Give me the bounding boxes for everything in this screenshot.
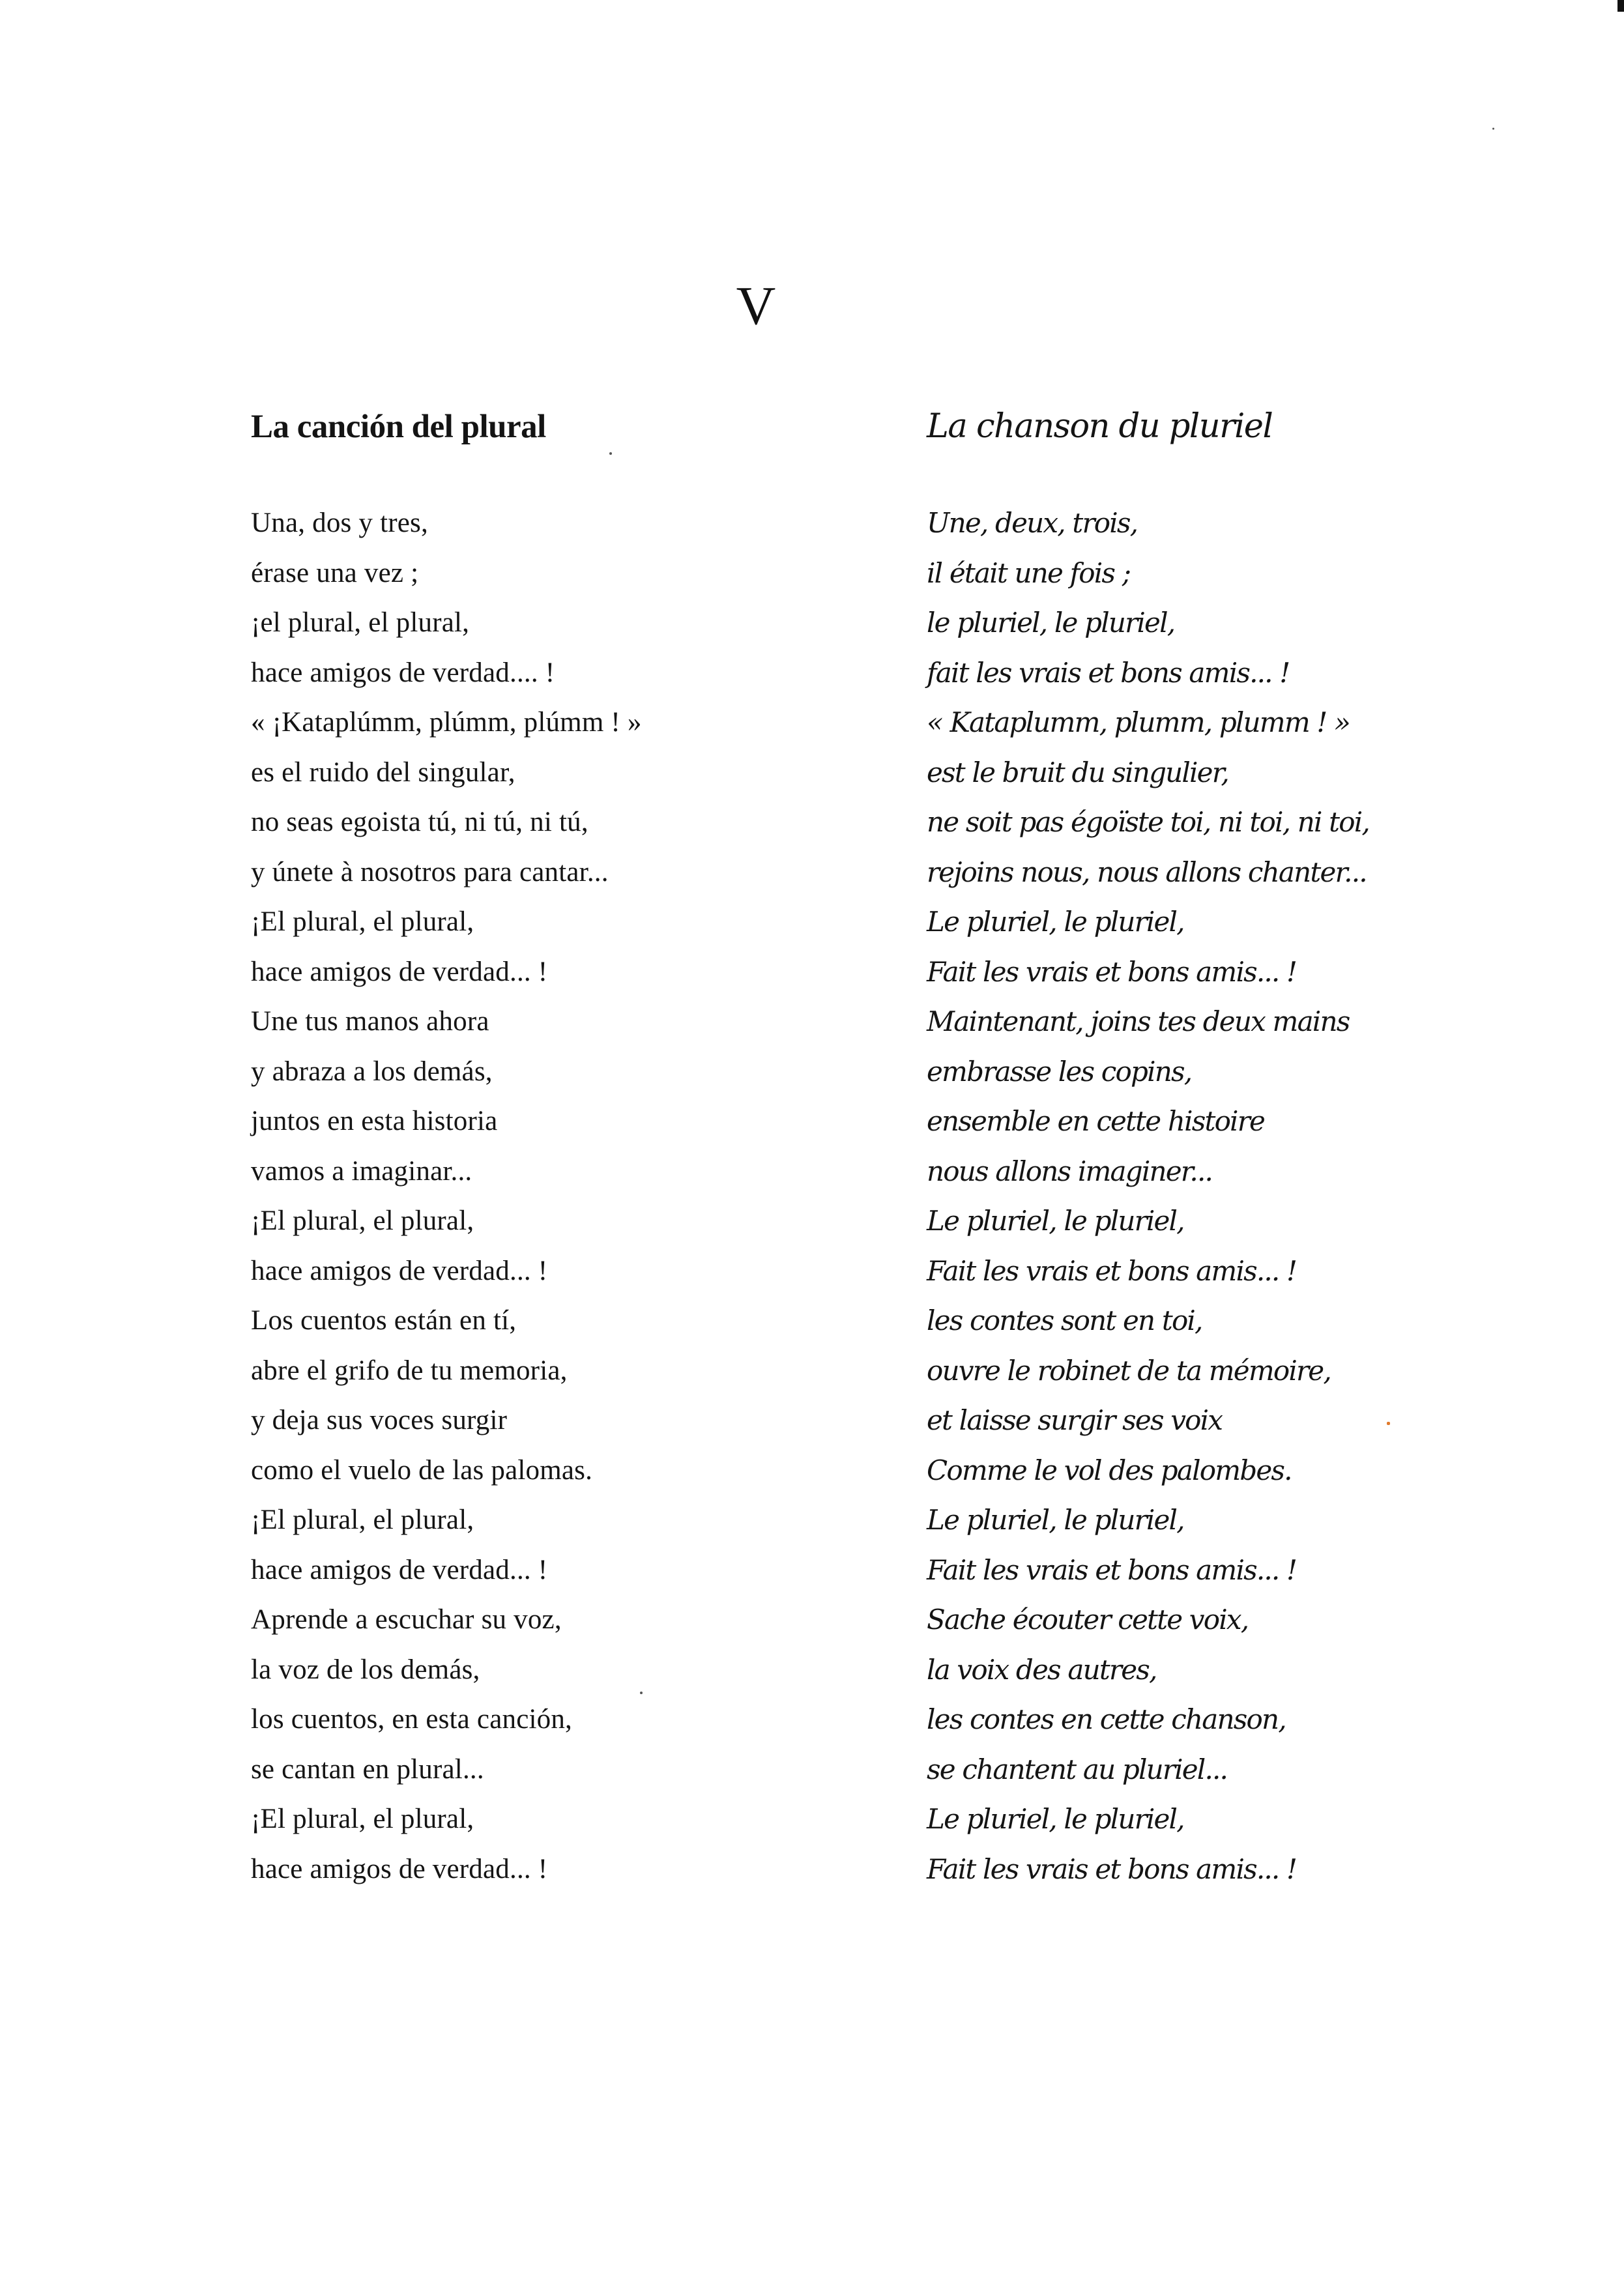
lyric-line: Una, dos y tres,	[251, 508, 428, 538]
scan-speck	[1492, 128, 1494, 130]
lyric-line: Une tus manos ahora	[251, 1006, 489, 1037]
lyric-line: ouvre le robinet de ta mémoire,	[927, 1354, 1331, 1387]
lyric-line: les contes en cette chanson,	[927, 1703, 1286, 1735]
lyric-line: embrasse les copins,	[927, 1055, 1192, 1088]
spanish-column	[251, 401, 903, 1894]
lyric-line: ne soit pas égoïste toi, ni toi, ni toi,	[927, 806, 1369, 838]
lyric-line: « Kataplumm, plumm, plumm ! »	[927, 706, 1350, 738]
lyric-line: Fait les vrais et bons amis... !	[927, 1254, 1297, 1287]
lyric-line: nous allons imaginer...	[927, 1155, 1213, 1187]
lyric-line: ¡El plural, el plural,	[251, 906, 474, 937]
lyric-line: se chantent au pluriel...	[927, 1753, 1228, 1785]
spanish-song-title: La canción del plural	[251, 409, 546, 445]
lyric-line: abre el grifo de tu memoria,	[251, 1355, 568, 1386]
lyric-line: y abraza a los demás,	[251, 1056, 493, 1087]
lyric-line: es el ruido del singular,	[251, 757, 515, 788]
lyric-line: y únete à nosotros para cantar...	[251, 856, 609, 887]
lyric-line: et laisse surgir ses voix	[927, 1404, 1223, 1436]
lyric-line: los cuentos, en esta canción,	[251, 1704, 572, 1735]
french-song-title: La chanson du pluriel	[927, 407, 1273, 446]
lyric-line: hace amigos de verdad... !	[251, 956, 548, 987]
lyric-line: Le pluriel, le pluriel,	[927, 906, 1184, 938]
lyric-line: ¡El plural, el plural,	[251, 1505, 474, 1535]
lyric-line: y deja sus voces surgir	[251, 1405, 508, 1435]
lyric-line: ¡El plural, el plural,	[251, 1804, 474, 1834]
lyric-line: Fait les vrais et bons amis... !	[927, 1553, 1297, 1586]
lyric-line: vamos a imaginar...	[251, 1155, 472, 1187]
lyric-line: la voix des autres,	[927, 1653, 1157, 1686]
lyric-line: Une, deux, trois,	[927, 507, 1138, 539]
lyric-line: « ¡Kataplúmm, plúmm, plúmm ! »	[251, 707, 642, 738]
french-column	[927, 401, 1578, 1894]
french-lyrics	[927, 498, 1578, 1894]
lyric-line: il était une fois ;	[927, 556, 1131, 589]
lyric-line: le pluriel, le pluriel,	[927, 607, 1175, 639]
lyric-line: Le pluriel, le pluriel,	[927, 1205, 1184, 1237]
lyric-line: Comme le vol des palombes.	[927, 1454, 1292, 1486]
lyric-line: no seas egoista tú, ni tú, ni tú,	[251, 807, 588, 837]
lyric-line: fait les vrais et bons amis... !	[927, 656, 1290, 689]
lyric-line: hace amigos de verdad.... !	[251, 657, 555, 688]
lyric-line: hace amigos de verdad... !	[251, 1255, 548, 1286]
lyric-line: rejoins nous, nous allons chanter...	[927, 856, 1367, 888]
spanish-lyrics	[251, 498, 903, 1894]
lyric-line: Maintenant, joins tes deux mains	[927, 1005, 1350, 1037]
scan-edge-mark	[1617, 0, 1624, 12]
lyric-line: se cantan en plural...	[251, 1753, 484, 1785]
lyric-line: juntos en esta historia	[251, 1106, 498, 1136]
lyric-line: hace amigos de verdad... !	[251, 1554, 548, 1585]
lyric-line: Sache écouter cette voix,	[927, 1604, 1249, 1636]
lyric-line: ensemble en cette histoire	[927, 1105, 1265, 1137]
lyric-line: la voz de los demás,	[251, 1654, 480, 1685]
lyric-line: Fait les vrais et bons amis... !	[927, 955, 1297, 988]
scan-speck	[640, 1692, 643, 1694]
lyric-line: como el vuelo de las palomas.	[251, 1454, 593, 1486]
lyric-line: ¡el plural, el plural,	[251, 607, 470, 638]
lyric-line: hace amigos de verdad... !	[251, 1853, 548, 1884]
lyric-line: Le pluriel, le pluriel,	[927, 1803, 1184, 1835]
lyric-line: Le pluriel, le pluriel,	[927, 1504, 1184, 1536]
lyric-line: Los cuentos están en tí,	[251, 1305, 517, 1336]
lyric-line: Aprende a escuchar su voz,	[251, 1604, 562, 1635]
lyric-line: est le bruit du singulier,	[927, 756, 1228, 788]
scan-speck	[609, 452, 612, 455]
lyric-line: ¡El plural, el plural,	[251, 1205, 474, 1236]
lyric-line: Fait les vrais et bons amis... !	[927, 1853, 1297, 1885]
lyric-line: les contes sont en toi,	[927, 1305, 1202, 1336]
scan-speck	[1387, 1422, 1390, 1425]
lyric-line: érase una vez ;	[251, 557, 419, 588]
chapter-numeral: V	[736, 276, 776, 336]
